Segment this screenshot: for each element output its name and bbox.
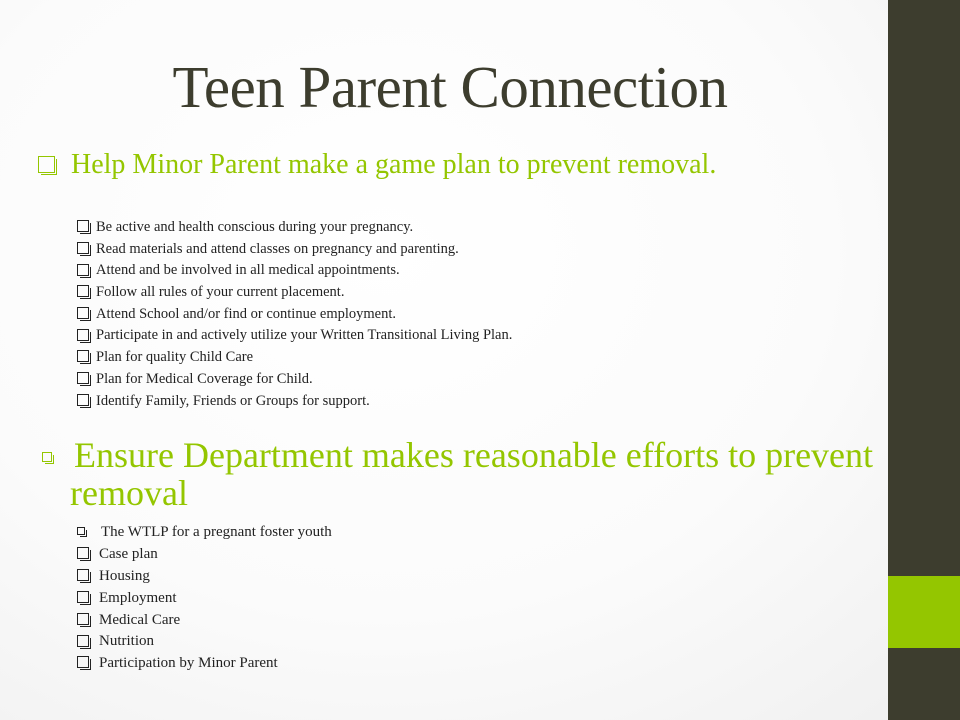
checkbox-bullet-icon — [77, 569, 89, 581]
section-1-list — [77, 217, 512, 412]
list-item — [77, 369, 512, 391]
list-item — [77, 347, 512, 369]
section-2-heading — [38, 437, 878, 513]
checkbox-bullet-icon — [42, 452, 52, 462]
checkbox-bullet-icon — [77, 635, 89, 647]
list-item — [77, 391, 512, 413]
checkbox-bullet-icon — [77, 591, 89, 603]
list-item — [77, 653, 332, 675]
list-item — [77, 217, 512, 239]
list-item-text: Attend School and/or find or continue employment. — [96, 305, 397, 322]
checkbox-bullet-icon — [77, 242, 89, 254]
section-1-heading — [38, 150, 858, 179]
list-item — [77, 260, 512, 282]
list-item-text: Identify Family, Friends or Groups for support. — [96, 392, 370, 409]
list-item-text: Participate in and actively utilize your Written Transitional Living Plan. — [96, 327, 513, 344]
list-item-text: Nutrition — [99, 633, 154, 650]
slide-title: Teen Parent Connection — [172, 54, 728, 120]
section-2-heading-text: Ensure Department makes reasonable efforts to prevent removal — [70, 435, 874, 513]
checkbox-bullet-icon — [77, 527, 85, 535]
checkbox-bullet-icon — [77, 394, 89, 406]
checkbox-bullet-icon — [77, 372, 89, 384]
checkbox-bullet-icon — [77, 285, 89, 297]
list-item-text: Read materials and attend classes on pregnancy and parenting. — [96, 240, 459, 257]
checkbox-bullet-icon — [77, 307, 89, 319]
list-item — [77, 566, 332, 588]
checkbox-bullet-icon — [77, 656, 89, 668]
list-item-text: Follow all rules of your current placement. — [96, 284, 345, 301]
list-item-text: Employment — [99, 589, 177, 606]
list-item — [77, 544, 332, 566]
checkbox-bullet-icon — [77, 613, 89, 625]
list-item — [77, 239, 512, 261]
list-item — [77, 610, 332, 632]
list-item-text: Plan for quality Child Care — [96, 349, 254, 366]
checkbox-bullet-icon — [77, 220, 89, 232]
side-accent-square — [888, 576, 960, 648]
section-1-heading-text: Help Minor Parent make a game plan to prevent removal. — [71, 149, 717, 180]
list-item-text: Medical Care — [99, 611, 181, 628]
list-item — [77, 522, 332, 544]
list-item-text: Plan for Medical Coverage for Child. — [96, 370, 313, 387]
checkbox-bullet-icon — [77, 350, 89, 362]
section-2-list — [77, 522, 332, 675]
list-item-text: Participation by Minor Parent — [99, 655, 278, 672]
list-item-text: Attend and be involved in all medical appointments. — [96, 262, 400, 279]
list-item — [77, 588, 332, 610]
list-item-text: Housing — [99, 567, 150, 584]
list-item — [77, 325, 512, 347]
checkbox-bullet-icon — [77, 264, 89, 276]
list-item-text: The WTLP for a pregnant foster youth — [101, 524, 332, 540]
list-item — [77, 304, 512, 326]
checkbox-bullet-icon — [38, 156, 55, 173]
list-item — [77, 631, 332, 653]
checkbox-bullet-icon — [77, 547, 89, 559]
list-item-text: Be active and health conscious during your pregnancy. — [96, 219, 414, 235]
checkbox-bullet-icon — [77, 329, 89, 341]
list-item — [77, 282, 512, 304]
list-item-text: Case plan — [99, 545, 158, 562]
